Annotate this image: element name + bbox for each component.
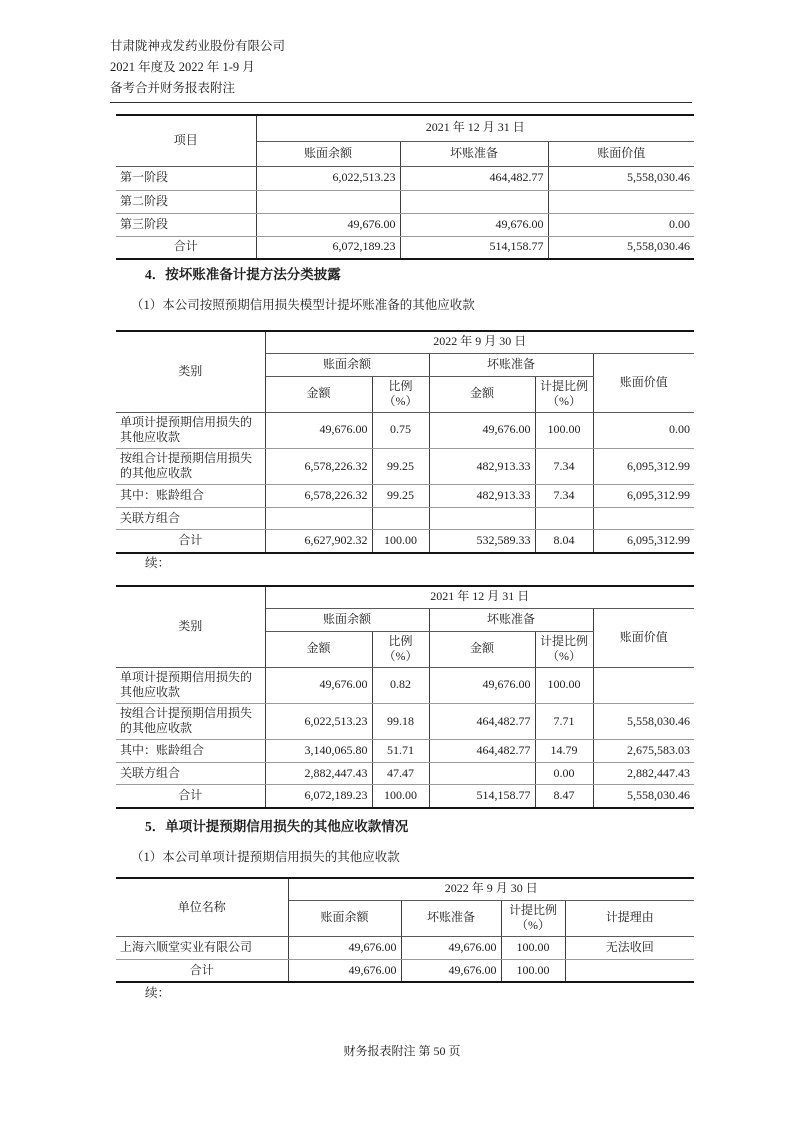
cell-value: 100.00	[372, 530, 429, 553]
cell-value: 482,913.33	[429, 448, 535, 484]
table-row	[116, 936, 694, 959]
cell-value: 5,558,030.46	[593, 703, 694, 739]
company-name: 甘肃陇神戎发药业股份有限公司	[110, 39, 286, 53]
column-header-amount: 金额	[265, 376, 372, 412]
cell-value: 7.34	[535, 485, 593, 508]
cell-value: 6,095,312.99	[593, 530, 694, 553]
table-total-row	[116, 785, 694, 808]
continued-label: 续：	[145, 986, 171, 1000]
row-label: 其中：账龄组合	[116, 740, 265, 763]
column-header-item: 项目	[116, 115, 256, 166]
cell-value: 8.04	[535, 530, 593, 553]
column-header-bad-debt: 坏账准备	[400, 141, 548, 166]
doc-title: 备考合并财务报表附注	[110, 81, 236, 95]
cell-value: 7.71	[535, 703, 593, 739]
cell-value: 8.47	[535, 785, 593, 808]
row-label: 上海六顺堂实业有限公司	[116, 936, 288, 959]
cell-value: 49,676.00	[400, 213, 548, 236]
table-row	[116, 485, 694, 508]
table-row	[116, 412, 694, 448]
ecl-table-2021	[116, 585, 694, 809]
section-4-item-1: （1）本公司按照预期信用损失模型计提坏账准备的其他应收款	[131, 298, 475, 312]
cell-value: 99.25	[372, 485, 429, 508]
cell-value: 99.25	[372, 448, 429, 484]
column-header-balance: 账面余额	[256, 141, 400, 166]
cell-value: 49,676.00	[256, 213, 400, 236]
document-header	[110, 36, 692, 103]
table-row	[116, 763, 694, 785]
cell-value: 482,913.33	[429, 485, 535, 508]
group-header-balance: 账面余额	[265, 608, 429, 631]
cell-value: 0.82	[372, 667, 429, 703]
column-header-amount: 金额	[265, 631, 372, 667]
column-header-provision-ratio: 计提比例（%）	[535, 376, 593, 412]
row-label: 关联方组合	[116, 763, 265, 785]
cell-value: 49,676.00	[429, 412, 535, 448]
table-header-row	[116, 586, 694, 608]
table-total-row	[116, 236, 694, 259]
table-row	[116, 740, 694, 763]
cell-value: 0.75	[372, 412, 429, 448]
individual-provision-table	[116, 877, 694, 983]
cell-value: 47.47	[372, 763, 429, 785]
column-header-category: 类别	[116, 331, 265, 412]
cell-value: 464,482.77	[429, 740, 535, 763]
table-total-row	[116, 530, 694, 553]
cell-value	[565, 959, 694, 982]
table-total-row	[116, 959, 694, 982]
cell-value: 6,095,312.99	[593, 448, 694, 484]
table-header-row	[116, 115, 694, 141]
cell-value: 0.00	[535, 763, 593, 785]
cell-value: 5,558,030.46	[548, 166, 694, 190]
column-header-balance: 账面余额	[288, 900, 401, 936]
ecl-table-2022	[116, 330, 694, 554]
column-header-provision-ratio: 计提比例（%）	[535, 631, 593, 667]
row-label: 其中：账龄组合	[116, 485, 265, 508]
date-header-2022: 2022 年 9 月 30 日	[288, 878, 694, 900]
cell-value	[429, 508, 535, 530]
page-footer: 财务报表附注 第 50 页	[343, 1044, 461, 1058]
cell-value: 2,882,447.43	[593, 763, 694, 785]
cell-value: 6,095,312.99	[593, 485, 694, 508]
cell-value: 100.00	[501, 936, 565, 959]
cell-value: 464,482.77	[400, 166, 548, 190]
date-header-2021: 2021 年 12 月 31 日	[256, 115, 694, 141]
cell-value	[548, 190, 694, 213]
column-header-provision-ratio: 计提比例（%）	[501, 900, 565, 936]
section-5-item-1: （1）本公司单项计提预期信用损失的其他应收款	[131, 850, 400, 864]
cell-value: 0.00	[548, 213, 694, 236]
cell-value: 6,022,513.23	[256, 166, 400, 190]
cell-value: 无法收回	[565, 936, 694, 959]
cell-value: 514,158.77	[400, 236, 548, 259]
column-header-bad-debt: 坏账准备	[401, 900, 501, 936]
cell-value: 532,589.33	[429, 530, 535, 553]
row-label: 按组合计提预期信用损失的其他应收款	[116, 703, 265, 739]
table-header-row	[116, 878, 694, 900]
row-label: 第二阶段	[116, 190, 256, 213]
cell-value	[593, 508, 694, 530]
column-header-book-value: 账面价值	[593, 353, 694, 412]
group-header-bad-debt: 坏账准备	[429, 608, 593, 631]
cell-value: 7.34	[535, 448, 593, 484]
cell-value: 49,676.00	[288, 959, 401, 982]
cell-value	[372, 508, 429, 530]
cell-value	[593, 667, 694, 703]
cell-value: 100.00	[372, 785, 429, 808]
cell-value: 6,578,226.32	[265, 485, 372, 508]
table-row	[116, 448, 694, 484]
cell-value: 0.00	[593, 412, 694, 448]
group-header-bad-debt: 坏账准备	[429, 353, 593, 376]
cell-value	[400, 190, 548, 213]
cell-value	[535, 508, 593, 530]
cell-value	[256, 190, 400, 213]
row-label: 单项计提预期信用损失的其他应收款	[116, 667, 265, 703]
row-label-total: 合计	[116, 959, 288, 982]
cell-value: 6,072,189.23	[256, 236, 400, 259]
cell-value: 5,558,030.46	[593, 785, 694, 808]
table-row	[116, 508, 694, 530]
cell-value: 6,072,189.23	[265, 785, 372, 808]
cell-value: 2,675,583.03	[593, 740, 694, 763]
column-header-provision-reason: 计提理由	[565, 900, 694, 936]
cell-value: 3,140,065.80	[265, 740, 372, 763]
table-row	[116, 213, 694, 236]
column-header-category: 类别	[116, 586, 265, 667]
cell-value: 49,676.00	[265, 667, 372, 703]
cell-value: 514,158.77	[429, 785, 535, 808]
column-header-ratio: 比例（%）	[372, 376, 429, 412]
cell-value: 100.00	[501, 959, 565, 982]
column-header-unit-name: 单位名称	[116, 878, 288, 936]
cell-value: 49,676.00	[401, 959, 501, 982]
group-header-balance: 账面余额	[265, 353, 429, 376]
section-4-heading: 4．按坏账准备计提方法分类披露	[145, 267, 341, 282]
cell-value: 100.00	[535, 412, 593, 448]
table-header-row	[116, 331, 694, 353]
row-label: 第一阶段	[116, 166, 256, 190]
cell-value: 49,676.00	[265, 412, 372, 448]
table-row	[116, 166, 694, 190]
cell-value: 5,558,030.46	[548, 236, 694, 259]
cell-value: 464,482.77	[429, 703, 535, 739]
report-period: 2021 年度及 2022 年 1-9 月	[110, 60, 255, 74]
cell-value: 49,676.00	[401, 936, 501, 959]
date-header-2022: 2022 年 9 月 30 日	[265, 331, 694, 353]
cell-value: 49,676.00	[288, 936, 401, 959]
row-label-total: 合计	[116, 785, 265, 808]
table-row	[116, 703, 694, 739]
table-row	[116, 190, 694, 213]
cell-value: 6,022,513.23	[265, 703, 372, 739]
table-row	[116, 667, 694, 703]
cell-value: 49,676.00	[429, 667, 535, 703]
row-label: 关联方组合	[116, 508, 265, 530]
cell-value: 100.00	[535, 667, 593, 703]
cell-value: 2,882,447.43	[265, 763, 372, 785]
cell-value	[265, 508, 372, 530]
cell-value: 6,627,902.32	[265, 530, 372, 553]
section-5-heading: 5．单项计提预期信用损失的其他应收款情况	[145, 819, 409, 834]
cell-value: 14.79	[535, 740, 593, 763]
row-label: 按组合计提预期信用损失的其他应收款	[116, 448, 265, 484]
column-header-book-value: 账面价值	[593, 608, 694, 667]
column-header-ratio: 比例（%）	[372, 631, 429, 667]
row-label-total: 合计	[116, 530, 265, 553]
row-label: 单项计提预期信用损失的其他应收款	[116, 412, 265, 448]
cell-value: 6,578,226.32	[265, 448, 372, 484]
cell-value: 51.71	[372, 740, 429, 763]
date-header-2021: 2021 年 12 月 31 日	[265, 586, 694, 608]
continued-label: 续：	[145, 556, 171, 570]
column-header-amount: 金额	[429, 631, 535, 667]
row-label: 第三阶段	[116, 213, 256, 236]
row-label-total: 合计	[116, 236, 256, 259]
column-header-amount: 金额	[429, 376, 535, 412]
column-header-book-value: 账面价值	[548, 141, 694, 166]
cell-value	[429, 763, 535, 785]
cell-value: 99.18	[372, 703, 429, 739]
stage-table	[116, 114, 694, 260]
